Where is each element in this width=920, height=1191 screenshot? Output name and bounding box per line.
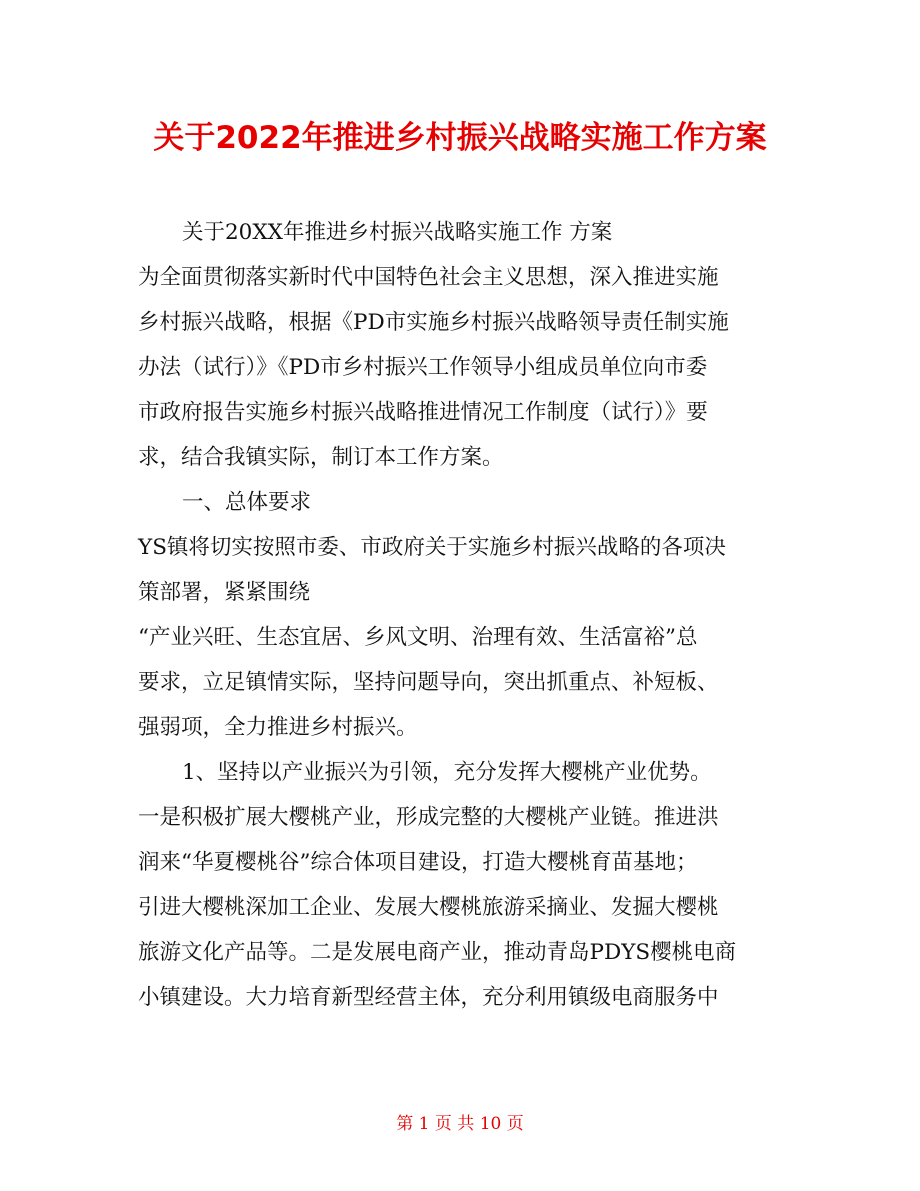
document-title: 关于2022年推进乡村振兴战略实施工作方案 bbox=[153, 120, 767, 156]
body-line: 引进大樱桃深加工企业、发展大樱桃旅游采摘业、发掘大樱桃 bbox=[138, 895, 719, 920]
body-line: 小镇建设。大力培育新型经营主体，充分利用镇级电商服务中 bbox=[138, 985, 719, 1010]
body-line: 关于20XX年推进乡村振兴战略实施工作 方案 bbox=[182, 220, 613, 245]
body-line: 旅游文化产品等。二是发展电商产业，推动青岛PDYS樱桃电商 bbox=[138, 940, 737, 965]
body-line: 润来“华夏樱桃谷”综合体项目建设，打造大樱桃育苗基地； bbox=[138, 850, 698, 875]
body-line: 一是积极扩展大樱桃产业，形成完整的大樱桃产业链。推进洪 bbox=[138, 805, 719, 830]
body-line: “产业兴旺、生态宜居、乡风文明、治理有效、生活富裕”总 bbox=[138, 625, 698, 650]
body-line: 策部署，紧紧围绕 bbox=[138, 580, 311, 605]
body-line: YS镇将切实按照市委、市政府关于实施乡村振兴战略的各项决 bbox=[138, 535, 726, 560]
subsection-heading: 1、坚持以产业振兴为引领，充分发挥大樱桃产业优势。 bbox=[182, 760, 712, 785]
body-line: 市政府报告实施乡村振兴战略推进情况工作制度（试行）》要 bbox=[138, 400, 708, 425]
body-line: 求，结合我镇实际，制订本工作方案。 bbox=[138, 445, 504, 470]
document-body bbox=[138, 210, 788, 1020]
section-heading: 一、总体要求 bbox=[182, 490, 312, 515]
body-line: 乡村振兴战略，根据《PD市实施乡村振兴战略领导责任制实施 bbox=[138, 310, 729, 335]
body-line: 强弱项，全力推进乡村振兴。 bbox=[138, 715, 418, 740]
body-line: 要求，立足镇情实际，坚持问题导向，突出抓重点、补短板、 bbox=[138, 670, 719, 695]
body-line: 为全面贯彻落实新时代中国特色社会主义思想，深入推进实施 bbox=[138, 265, 719, 290]
page-footer: 第 1 页 共 10 页 bbox=[396, 1114, 524, 1134]
body-line: 办法（试行）》《PD市乡村振兴工作领导小组成员单位向市委 bbox=[138, 355, 708, 380]
